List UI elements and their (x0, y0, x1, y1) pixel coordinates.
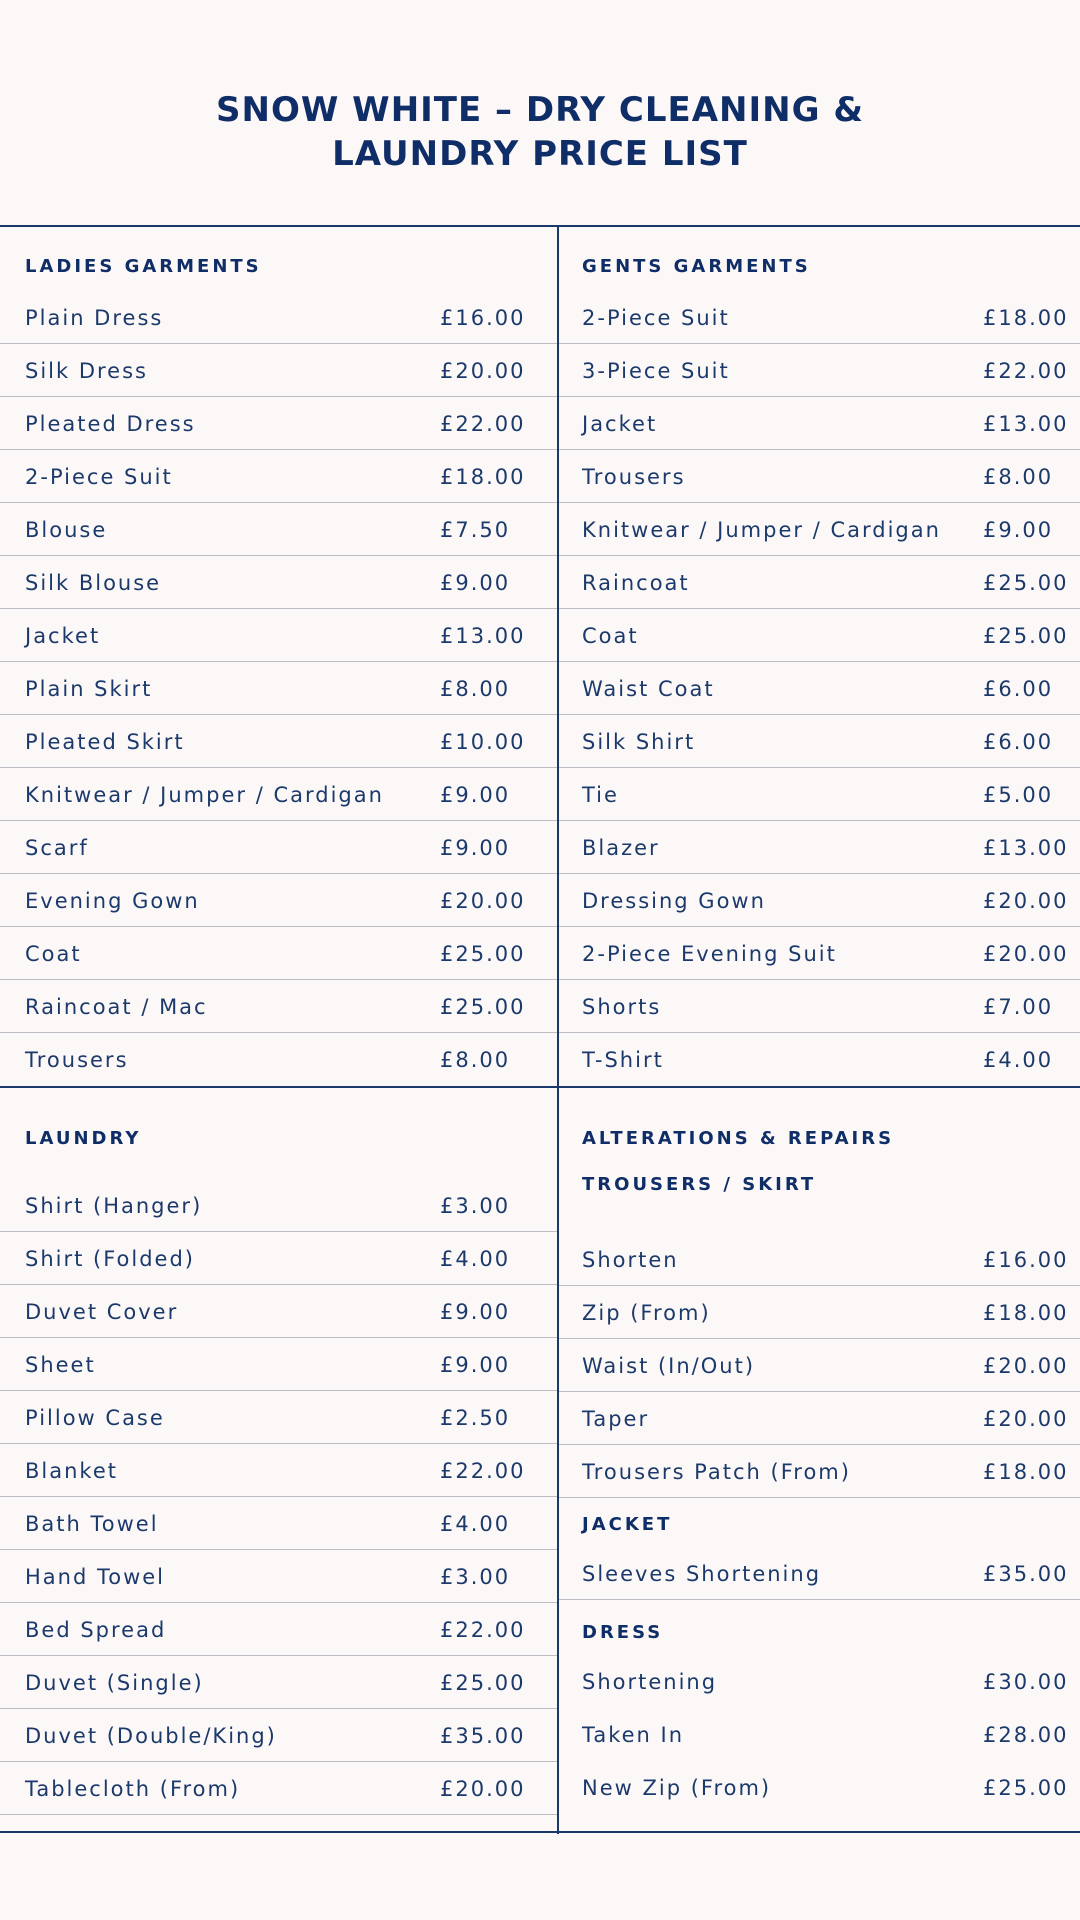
price-row (559, 769, 1080, 821)
item-price: £4.00 (983, 1048, 1054, 1072)
item-price: £2.50 (440, 1406, 511, 1430)
price-row (559, 504, 1080, 556)
price-row (0, 398, 557, 450)
item-name: Dressing Gown (582, 889, 766, 913)
price-row (559, 610, 1080, 662)
item-name: Waist Coat (582, 677, 715, 701)
item-name: Sleeves Shortening (582, 1562, 822, 1586)
price-row (0, 1392, 557, 1444)
item-price: £30.00 (983, 1670, 1069, 1694)
item-name: Raincoat (582, 571, 690, 595)
price-row (559, 875, 1080, 927)
price-row (0, 1604, 557, 1656)
item-name: 2-Piece Suit (582, 306, 730, 330)
price-row (559, 451, 1080, 503)
item-name: 2-Piece Suit (25, 465, 173, 489)
item-price: £35.00 (440, 1724, 526, 1748)
item-price: £25.00 (440, 995, 526, 1019)
price-row (0, 1286, 557, 1338)
item-price: £16.00 (440, 306, 526, 330)
price-row (559, 663, 1080, 715)
price-row (0, 345, 557, 397)
item-name: Sheet (25, 1353, 96, 1377)
price-row (0, 610, 557, 662)
price-row (0, 1233, 557, 1285)
item-name: Evening Gown (25, 889, 200, 913)
item-name: Bed Spread (25, 1618, 167, 1642)
item-price: £25.00 (440, 1671, 526, 1695)
price-row (0, 1763, 557, 1815)
item-price: £18.00 (983, 306, 1069, 330)
price-row (559, 1340, 1080, 1392)
item-name: Duvet (Single) (25, 1671, 204, 1695)
item-price: £22.00 (440, 412, 526, 436)
price-row (0, 875, 557, 927)
price-row (559, 1287, 1080, 1339)
item-name: Taper (582, 1407, 650, 1431)
price-row (0, 928, 557, 980)
price-row (0, 1034, 557, 1086)
bottom-divider (0, 1831, 1080, 1833)
item-price: £9.00 (440, 1353, 511, 1377)
item-name: Duvet Cover (25, 1300, 179, 1324)
price-row (559, 398, 1080, 450)
item-price: £8.00 (983, 465, 1054, 489)
item-name: Raincoat / Mac (25, 995, 208, 1019)
item-name: Shirt (Hanger) (25, 1194, 203, 1218)
item-price: £4.00 (440, 1247, 511, 1271)
gents-heading: GENTS GARMENTS (582, 256, 811, 277)
item-price: £35.00 (983, 1562, 1069, 1586)
price-row (0, 716, 557, 768)
item-name: Silk Dress (25, 359, 148, 383)
item-name: Duvet (Double/King) (25, 1724, 277, 1748)
title-line-1: SNOW WHITE – DRY CLEANING & (216, 90, 864, 130)
item-price: £13.00 (440, 624, 526, 648)
item-price: £5.00 (983, 783, 1054, 807)
price-row (0, 1445, 557, 1497)
item-price: £22.00 (440, 1618, 526, 1642)
item-price: £18.00 (983, 1460, 1069, 1484)
price-row (559, 292, 1080, 344)
item-price: £8.00 (440, 677, 511, 701)
price-row (0, 1339, 557, 1391)
price-row (0, 1180, 557, 1232)
item-name: Bath Towel (25, 1512, 159, 1536)
price-row (559, 1709, 1080, 1761)
price-row (559, 928, 1080, 980)
price-row (0, 1551, 557, 1603)
item-name: Tie (582, 783, 619, 807)
price-row (0, 981, 557, 1033)
item-price: £13.00 (983, 836, 1069, 860)
item-name: Hand Towel (25, 1565, 166, 1589)
item-price: £9.00 (440, 836, 511, 860)
item-price: £3.00 (440, 1565, 511, 1589)
price-row (0, 292, 557, 344)
item-name: Silk Shirt (582, 730, 696, 754)
price-row (0, 1657, 557, 1709)
item-price: £8.00 (440, 1048, 511, 1072)
item-name: Trousers (582, 465, 686, 489)
item-price: £20.00 (983, 1407, 1069, 1431)
item-name: Trousers (25, 1048, 129, 1072)
item-price: £22.00 (983, 359, 1069, 383)
price-row (0, 451, 557, 503)
price-row (0, 557, 557, 609)
price-row (559, 716, 1080, 768)
price-row (559, 1446, 1080, 1498)
item-price: £18.00 (983, 1301, 1069, 1325)
price-row (0, 769, 557, 821)
price-row (559, 822, 1080, 874)
item-price: £20.00 (440, 889, 526, 913)
title-line-2: LAUNDRY PRICE LIST (332, 134, 748, 174)
item-name: Blouse (25, 518, 108, 542)
item-name: Shorts (582, 995, 662, 1019)
item-price: £9.00 (440, 571, 511, 595)
item-name: Silk Blouse (25, 571, 162, 595)
price-row (559, 1234, 1080, 1286)
item-name: Plain Skirt (25, 677, 153, 701)
item-name: Zip (From) (582, 1301, 711, 1325)
item-name: Taken In (582, 1723, 685, 1747)
item-name: Coat (582, 624, 639, 648)
item-price: £16.00 (983, 1248, 1069, 1272)
item-price: £6.00 (983, 677, 1054, 701)
item-name: T-Shirt (582, 1048, 664, 1072)
item-name: Pleated Skirt (25, 730, 185, 754)
price-row (559, 1762, 1080, 1814)
item-price: £9.00 (440, 783, 511, 807)
item-price: £3.00 (440, 1194, 511, 1218)
middle-divider (0, 1086, 1080, 1088)
item-name: Jacket (25, 624, 101, 648)
price-row (0, 1710, 557, 1762)
item-name: Waist (In/Out) (582, 1354, 756, 1378)
price-row (0, 1498, 557, 1550)
price-row (0, 504, 557, 556)
item-price: £25.00 (983, 1776, 1069, 1800)
item-price: £25.00 (440, 942, 526, 966)
item-name: Blazer (582, 836, 660, 860)
item-name: Coat (25, 942, 82, 966)
price-row (559, 557, 1080, 609)
dress-heading: DRESS (582, 1622, 664, 1643)
item-price: £20.00 (440, 359, 526, 383)
item-price: £4.00 (440, 1512, 511, 1536)
jacket-heading: JACKET (582, 1514, 673, 1535)
price-row (0, 822, 557, 874)
alterations-heading: ALTERATIONS & REPAIRS (582, 1128, 895, 1149)
item-price: £13.00 (983, 412, 1069, 436)
item-name: Pleated Dress (25, 412, 196, 436)
item-price: £6.00 (983, 730, 1054, 754)
item-name: Pillow Case (25, 1406, 165, 1430)
item-name: Knitwear / Jumper / Cardigan (25, 783, 384, 807)
item-name: 2-Piece Evening Suit (582, 942, 837, 966)
item-price: £9.00 (440, 1300, 511, 1324)
price-row (559, 1393, 1080, 1445)
item-price: £20.00 (983, 942, 1069, 966)
item-name: 3-Piece Suit (582, 359, 730, 383)
item-price: £25.00 (983, 624, 1069, 648)
item-name: Scarf (25, 836, 89, 860)
item-price: £7.50 (440, 518, 511, 542)
item-price: £25.00 (983, 571, 1069, 595)
item-price: £7.00 (983, 995, 1054, 1019)
item-name: Tablecloth (From) (25, 1777, 241, 1801)
item-name: Trousers Patch (From) (582, 1460, 851, 1484)
price-row (559, 345, 1080, 397)
price-row (559, 1656, 1080, 1708)
page-title (0, 88, 1080, 176)
item-name: Knitwear / Jumper / Cardigan (582, 518, 941, 542)
price-row (559, 1548, 1080, 1600)
top-divider (0, 225, 1080, 227)
item-price: £20.00 (983, 889, 1069, 913)
item-name: Plain Dress (25, 306, 164, 330)
item-name: Shirt (Folded) (25, 1247, 195, 1271)
item-price: £28.00 (983, 1723, 1069, 1747)
item-name: Blanket (25, 1459, 118, 1483)
ladies-heading: LADIES GARMENTS (25, 256, 262, 277)
item-price: £22.00 (440, 1459, 526, 1483)
item-price: £10.00 (440, 730, 526, 754)
price-row (0, 663, 557, 715)
trousers-skirt-heading: TROUSERS / SKIRT (582, 1174, 817, 1195)
item-price: £9.00 (983, 518, 1054, 542)
item-name: Jacket (582, 412, 658, 436)
item-price: £20.00 (440, 1777, 526, 1801)
laundry-heading: LAUNDRY (25, 1128, 142, 1149)
item-name: Shorten (582, 1248, 679, 1272)
item-price: £18.00 (440, 465, 526, 489)
item-price: £20.00 (983, 1354, 1069, 1378)
item-name: Shortening (582, 1670, 718, 1694)
price-row (559, 981, 1080, 1033)
item-name: New Zip (From) (582, 1776, 772, 1800)
price-row (559, 1034, 1080, 1086)
